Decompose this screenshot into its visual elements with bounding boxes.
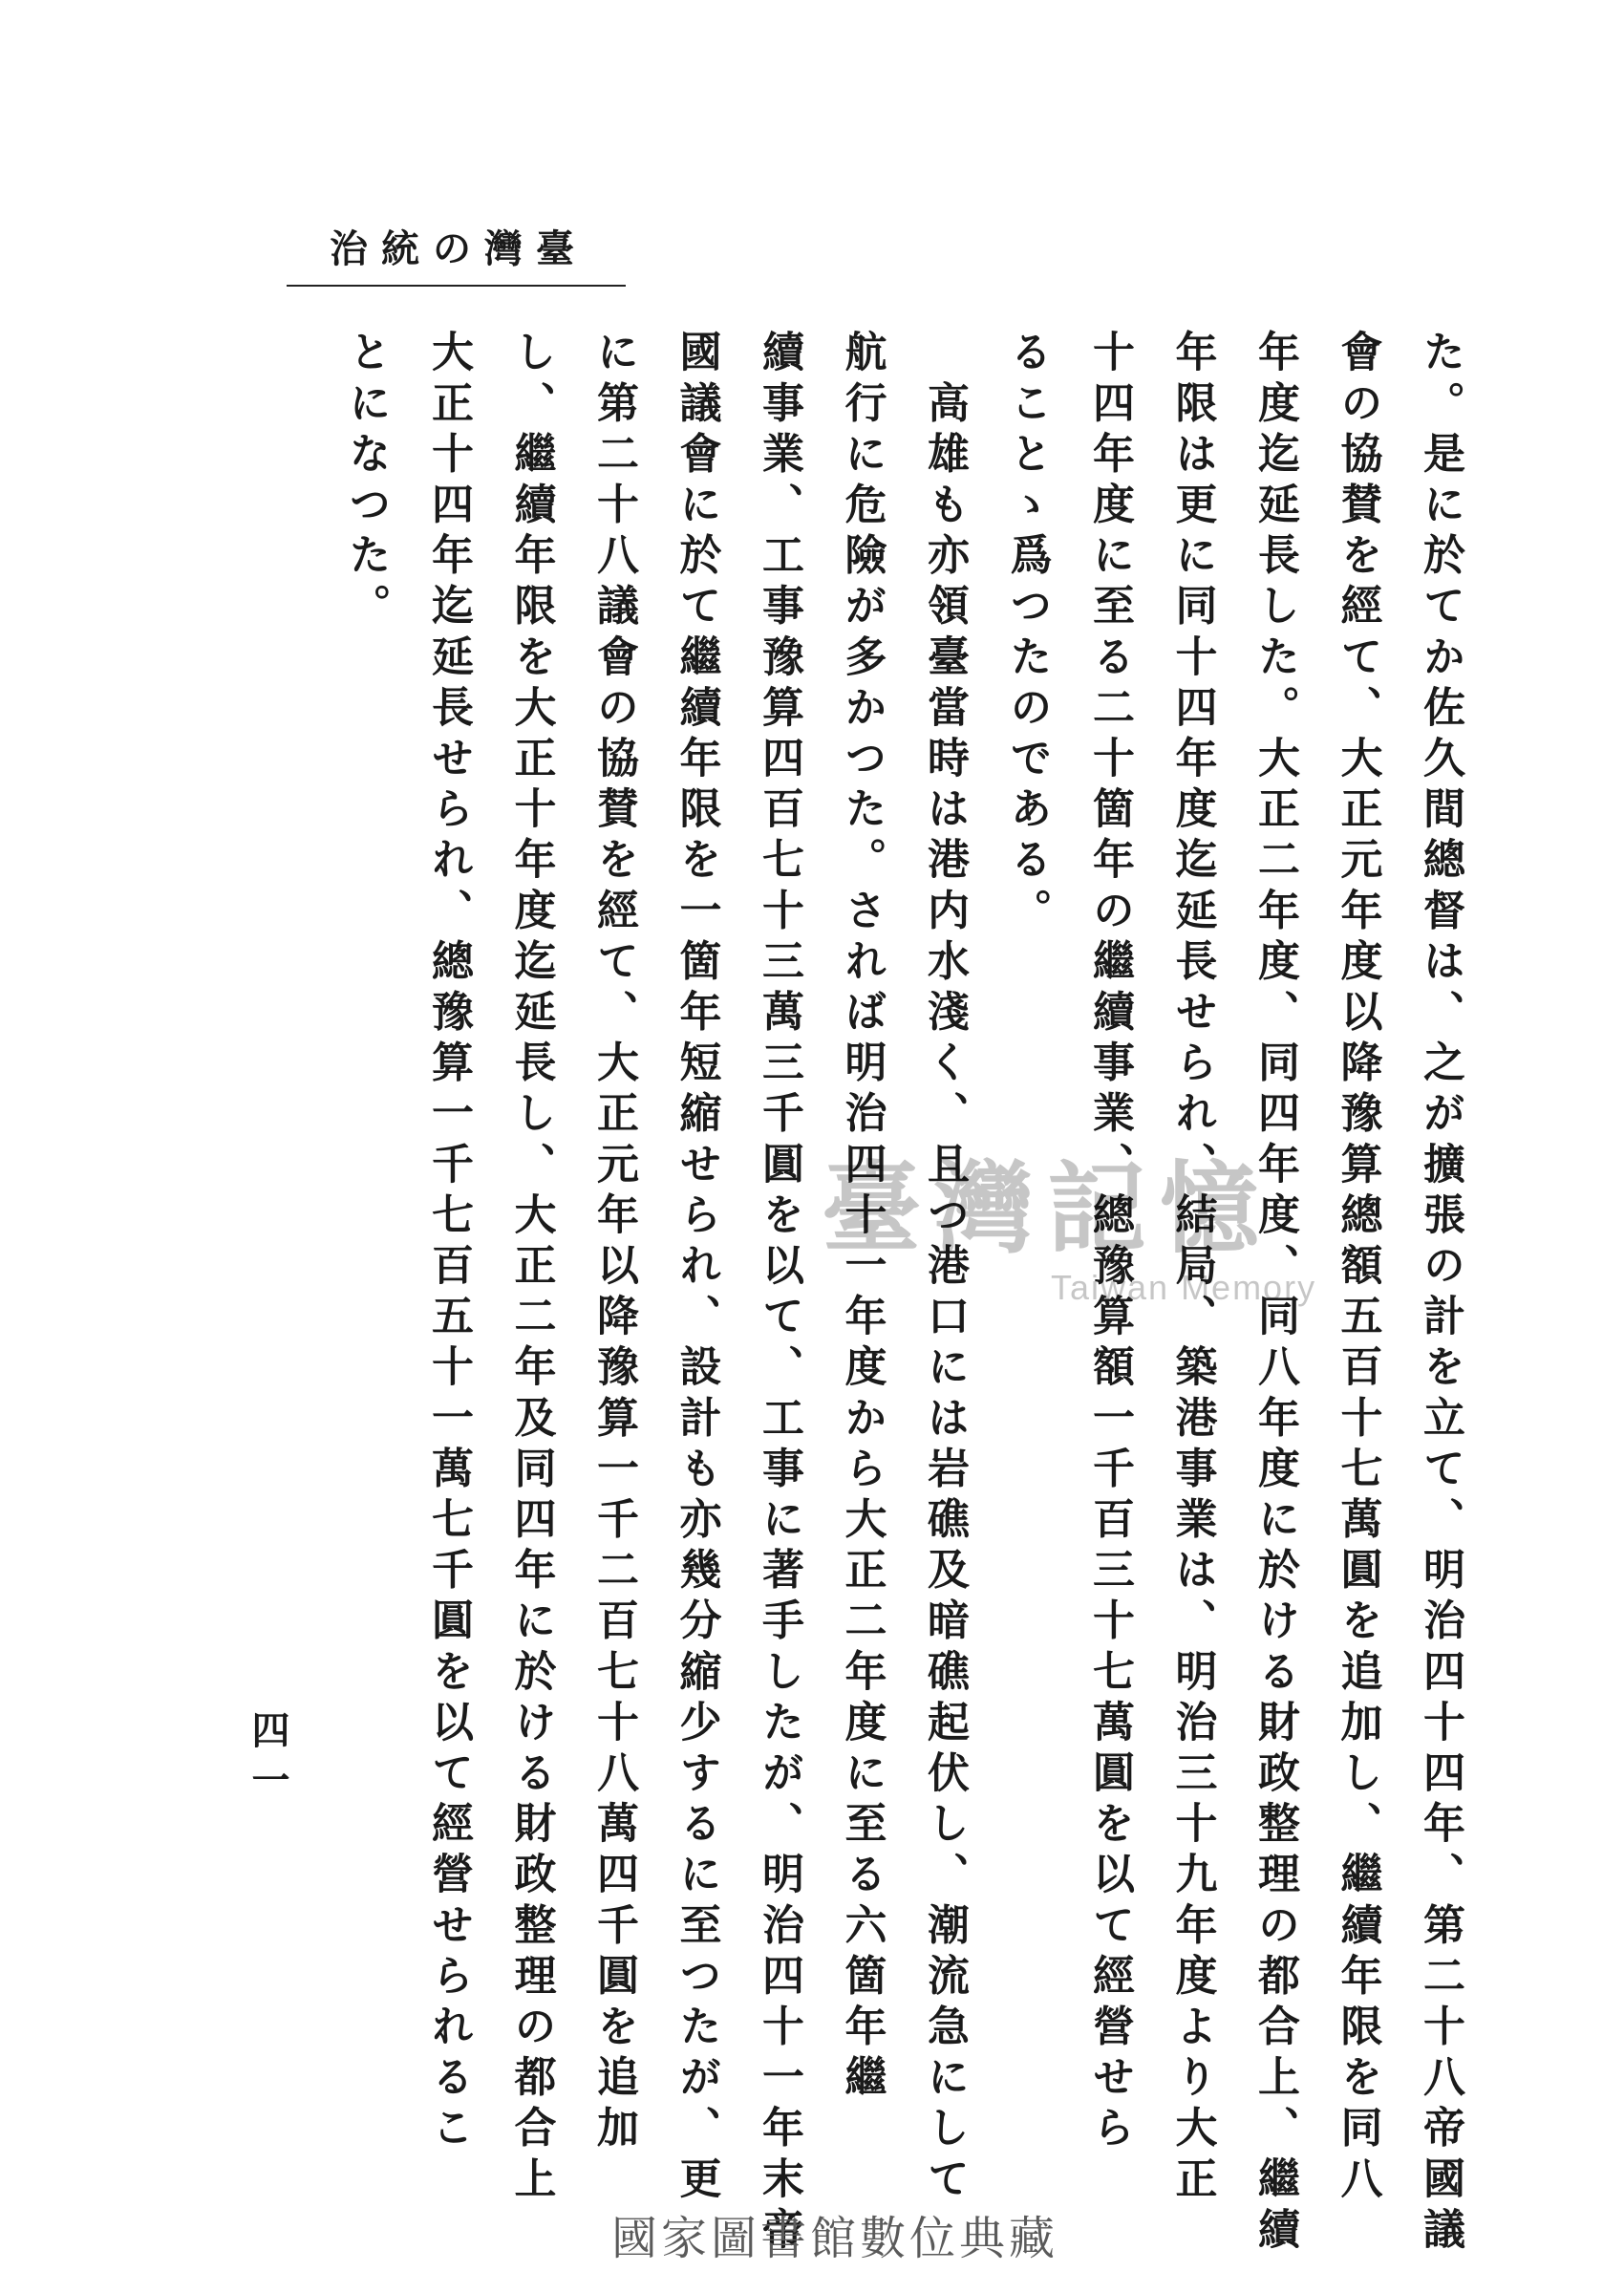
header-rule: [287, 285, 626, 287]
text-column: 高雄も亦領臺當時は港内水淺く、且つ港口には岩礁及暗礁起伏し、潮流急にして: [920, 330, 969, 2207]
text-column: 年度迄延長した。大正二年度、同四年度、同八年度に於ける財政整理の都合上、繼續: [1250, 330, 1299, 2258]
watermark-cjk-text: 臺灣記憶: [822, 1149, 1273, 1267]
text-column: 國議會に於て繼續年限を一箇年短縮せられ、設計も亦幾分縮少するに至つたが、更: [672, 330, 721, 2207]
watermark-latin-text: Taiwan Memory: [1051, 1268, 1317, 1307]
text-column: 十四年度に至る二十箇年の繼續事業、總豫算額一千百三十七萬圓を以て經營せら: [1085, 330, 1134, 2156]
text-column: とになつた。: [341, 330, 391, 634]
text-column: 大正十四年迄延長せられ、總豫算一千七百五十一萬七千圓を以て經營せられるこ: [424, 330, 473, 2156]
text-column: ることゝ爲つたのである。: [1002, 330, 1052, 939]
running-head: 臺灣の統治: [330, 226, 588, 271]
library-footer: 國家圖書館數位典藏: [611, 2212, 1059, 2265]
text-column: 會の協賛を經て、大正元年度以降豫算總額五百十七萬圓を追加し、繼續年限を同八: [1333, 330, 1382, 2207]
page-number: 四一: [246, 1710, 290, 1810]
text-column: に第二十八議會の協賛を經て、大正元年以降豫算一千二百七十八萬四千圓を追加: [589, 330, 638, 2156]
text-column: 續事業、工事豫算四百七十三萬三千圓を以て、工事に著手したが、明治四十一年末帝: [755, 330, 803, 2258]
text-column: 年限は更に同十四年度迄延長せられ、結局、築港事業は、明治三十九年度より大正: [1167, 330, 1217, 2207]
text-column: 航行に危險が多かつた。されば明治四十一年度から大正二年度に至る六箇年繼: [837, 330, 887, 2106]
text-column: し、繼續年限を大正十年度迄延長し、大正二年及同四年に於ける財政整理の都合上: [506, 330, 556, 2207]
text-column: た。是に於てか佐久間總督は、之が擴張の計を立て、明治四十四年、第二十八帝國議: [1416, 330, 1464, 2258]
